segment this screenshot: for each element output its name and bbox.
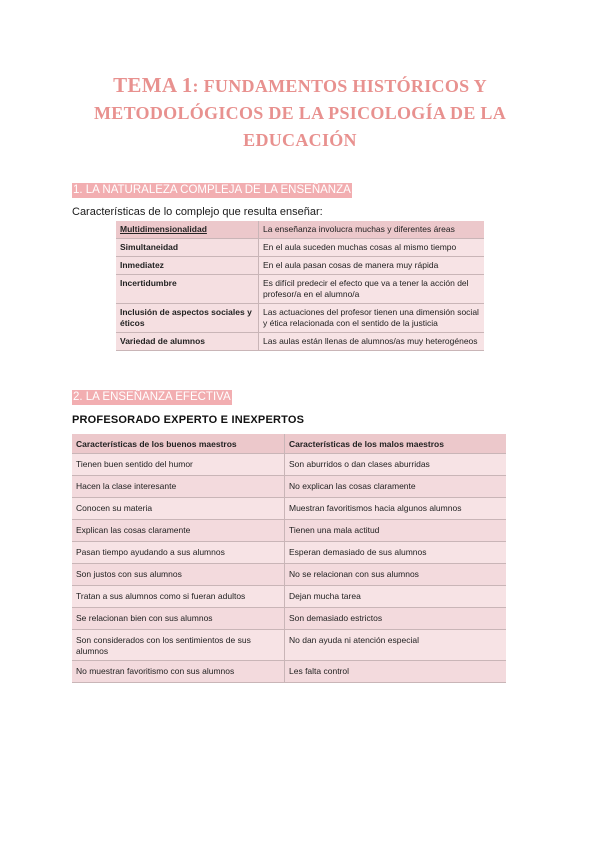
title-prefix: TEMA 1 xyxy=(113,73,193,97)
term-cell: Multidimensionalidad xyxy=(116,221,259,239)
table-row xyxy=(116,275,484,304)
bad-teacher-cell: No explican las cosas claramente xyxy=(285,476,507,498)
good-teacher-cell: Tienen buen sentido del humor xyxy=(72,454,285,476)
bad-teacher-cell: No se relacionan con sus alumnos xyxy=(285,564,507,586)
table-row xyxy=(72,542,506,564)
complexity-table xyxy=(116,221,484,351)
table-row xyxy=(116,304,484,333)
term-cell: Variedad de alumnos xyxy=(116,333,259,351)
document-title xyxy=(60,72,540,154)
table-row xyxy=(72,630,506,661)
description-cell: La enseñanza involucra muchas y diferentes áreas xyxy=(259,221,485,239)
good-teacher-cell: No muestran favoritismo con sus alumnos xyxy=(72,661,285,683)
section-1-intro: Características de lo complejo que resulta enseñar: xyxy=(72,206,323,218)
bad-teacher-cell: Dejan mucha tarea xyxy=(285,586,507,608)
table-row xyxy=(116,333,484,351)
good-teacher-cell: Tratan a sus alumnos como si fueran adultos xyxy=(72,586,285,608)
table-row xyxy=(72,476,506,498)
description-cell: Las actuaciones del profesor tienen una dimensión social y ética relacionada con el sentido de la justicia xyxy=(259,304,485,333)
table-row xyxy=(72,520,506,542)
column-header-bad: Características de los malos maestros xyxy=(285,434,507,454)
table-row xyxy=(116,257,484,275)
good-teacher-cell: Conocen su materia xyxy=(72,498,285,520)
good-teacher-cell: Hacen la clase interesante xyxy=(72,476,285,498)
table-row xyxy=(72,586,506,608)
term-cell: Simultaneidad xyxy=(116,239,259,257)
section-2-heading: 2. LA ENSEÑANZA EFECTIVA xyxy=(73,391,231,403)
term-cell: Inclusión de aspectos sociales y éticos xyxy=(116,304,259,333)
bad-teacher-cell: Muestran favoritismos hacia algunos alumnos xyxy=(285,498,507,520)
teachers-table xyxy=(72,434,506,683)
table-row xyxy=(72,661,506,683)
table-row xyxy=(72,564,506,586)
bad-teacher-cell: Les falta control xyxy=(285,661,507,683)
bad-teacher-cell: No dan ayuda ni atención especial xyxy=(285,630,507,661)
description-cell: Las aulas están llenas de alumnos/as muy heterogéneos xyxy=(259,333,485,351)
description-cell: En el aula suceden muchas cosas al mismo tiempo xyxy=(259,239,485,257)
table-row xyxy=(116,221,484,239)
title-line1: : FUNDAMENTOS HISTÓRICOS Y xyxy=(192,76,487,96)
table-row xyxy=(72,608,506,630)
section-1-heading: 1. LA NATURALEZA COMPLEJA DE LA ENSEÑANZA xyxy=(73,184,351,196)
bad-teacher-cell: Tienen una mala actitud xyxy=(285,520,507,542)
title-line2: METODOLÓGICOS DE LA PSICOLOGÍA DE LA xyxy=(93,103,507,123)
description-cell: En el aula pasan cosas de manera muy rápida xyxy=(259,257,485,275)
table-header-row xyxy=(72,434,506,454)
column-header-good: Características de los buenos maestros xyxy=(72,434,285,454)
description-cell: Es difícil predecir el efecto que va a tener la acción del profesor/a en el alumno/a xyxy=(259,275,485,304)
good-teacher-cell: Se relacionan bien con sus alumnos xyxy=(72,608,285,630)
good-teacher-cell: Son considerados con los sentimientos de sus alumnos xyxy=(72,630,285,661)
term-cell: Incertidumbre xyxy=(116,275,259,304)
bad-teacher-cell: Son aburridos o dan clases aburridas xyxy=(285,454,507,476)
table-row xyxy=(72,498,506,520)
term-cell: Inmediatez xyxy=(116,257,259,275)
section-2-subheading: PROFESORADO EXPERTO E INEXPERTOS xyxy=(72,414,305,426)
good-teacher-cell: Pasan tiempo ayudando a sus alumnos xyxy=(72,542,285,564)
title-line3: EDUCACIÓN xyxy=(243,130,357,150)
good-teacher-cell: Explican las cosas claramente xyxy=(72,520,285,542)
table-row xyxy=(116,239,484,257)
table-row xyxy=(72,454,506,476)
bad-teacher-cell: Son demasiado estrictos xyxy=(285,608,507,630)
good-teacher-cell: Son justos con sus alumnos xyxy=(72,564,285,586)
bad-teacher-cell: Esperan demasiado de sus alumnos xyxy=(285,542,507,564)
